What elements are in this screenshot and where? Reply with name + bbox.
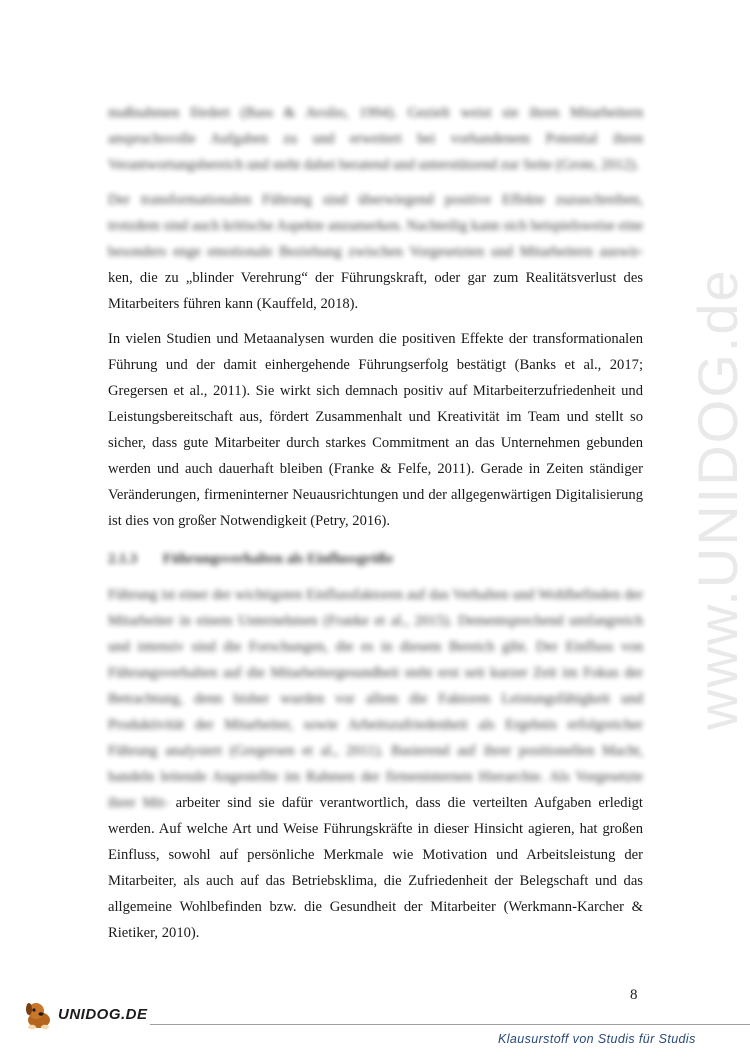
section-title: Führungsverhalten als Einflussgröße	[162, 551, 394, 567]
paragraph-text: ken, die zu „blinder Verehrung“ der Führungskraft, oder gar zum Realitätsverlust des Mitarbeiters führen kann (Kauffeld, 2018).	[108, 270, 643, 312]
footer-slogan: Klausurstoff von Studis für Studis	[498, 1032, 696, 1046]
page-number: 8	[630, 987, 638, 1003]
paragraph-4	[108, 582, 643, 946]
dog-icon	[22, 1000, 56, 1030]
paragraph-3	[108, 326, 643, 534]
logo-text: UNIDOG.DE	[58, 1006, 148, 1023]
blurred-text: Der transformationalen Führung sind überwiegend positive Effekte zuzuschreiben, trotzdem sind auch kritische Aspekte anzumerken. Nachteilig kann sich beispielsweise eine besonders enge emotionale Beziehung zwischen Vorgesetzten und Mitarbeitern auswir-	[108, 192, 643, 260]
watermark: www.UNIDOG.de	[686, 268, 749, 730]
paragraph-text: In vielen Studien und Metaanalysen wurden die positiven Effekte der transformationalen Führung und der damit einhergehende Führungserfolg bestätigt (Banks et al., 2017; Gregersen et al., 2011). Sie wirkt sich demnach positiv auf Mitarbeiterzufriedenheit und Leistungsbereitschaft aus, fördert Zusammenhalt und Kreativität im Team und stellt so sicher, dass gute Mitarbeiter durch starkes Commitment an das Unternehmen gebunden werden und auch dauerhaft bleiben (Franke & Felfe, 2011). Gerade in Zeiten ständiger Veränderungen, firmeninterner Neuausrichtungen und der allgegenwärtigen Digitalisierung ist dies von großer Notwendigkeit (Petry, 2016).	[108, 331, 643, 529]
section-heading	[108, 546, 643, 572]
page-content	[108, 100, 643, 955]
paragraph-1	[108, 100, 643, 178]
unidog-logo	[22, 1000, 152, 1030]
footer-divider	[150, 1024, 750, 1025]
blurred-text: Führung ist einer der wichtigsten Einflussfaktoren auf das Verhalten und Wohlbefinden der Mitarbeiter in einem Unternehmen (Franke et al., 2015). Dementsprechend umfangreich und intensiv sind die Forschungen, die es in diesem Bereich gibt. Der Einfluss von Führungsverhalten auf die Mitarbeitergesundheit steht erst seit kurzer Zeit im Fokus der Betrachtung, denn bisher wurden vor allem die Faktoren Leistungsfähigkeit und Produktivität der Mitarbeiter, sowie Arbeitszufriedenheit als Ergebnis erfolgreicher Führung analysiert (Gregersen et al., 2011). Basierend auf ihrer positionellen Macht, handeln leitende Angestellte im Rahmen der firmeninternen Hierarchie. Als Vorgesetzte ihrer Mit-	[108, 587, 643, 811]
section-number: 2.1.3	[108, 551, 138, 567]
paragraph-text: arbeiter sind sie dafür verantwortlich, dass die verteilten Aufgaben erledigt werden. Auf welche Art und Weise Führungskräfte in dieser Hinsicht agieren, hat großen Einfluss, sowohl auf persönliche Merkmale wie Motivation und Arbeitsleistung der Mitarbeiter, als auch auf das Betriebsklima, die Zufriedenheit der Belegschaft und das allgemeine Wohlbefinden bzw. die Gesundheit der Mitarbeiter (Werkmann-Karcher & Rietiker, 2010).	[108, 795, 643, 941]
paragraph-2	[108, 187, 643, 317]
blurred-text: maßnahmen fördert (Bass & Avolio, 1994). Gezielt weist sie ihren Mitarbeitern anspruchsvolle Aufgaben zu und erweitert bei vorhandenem Potential ihren Verantwortungsbereich und steht dabei beratend und unterstützend zur Seite (Grote, 2012).	[108, 105, 643, 173]
